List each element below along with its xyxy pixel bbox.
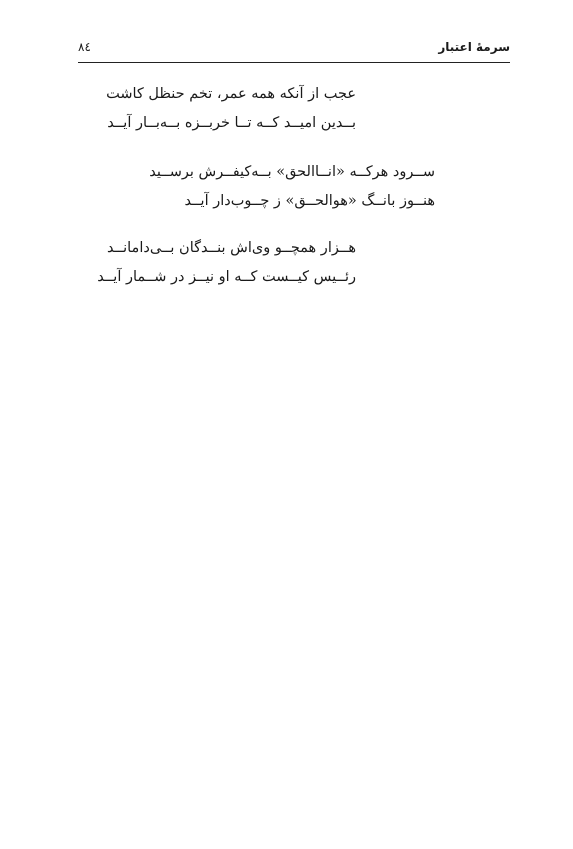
verse-line: ســرود هرکــه «انــاالحق» بــه‌کیفــرش برســید xyxy=(149,164,435,180)
poem-stanza-1 xyxy=(76,84,356,142)
verse-line: عجب از آنکه همه عمر، تخم حنظل کاشت xyxy=(106,86,356,102)
verse-line: هنــوز بانــگ «هوالحــق» ز چــوب‌دار آیــد xyxy=(184,193,435,209)
poem-stanza-2 xyxy=(135,162,435,220)
verse-line: رئــیس کیــست کــه او نیــز در شــمار آیــد xyxy=(97,269,356,285)
verse-line: بــدین امیــد کــه تــا خربــزه بــه‌بــار آیــد xyxy=(107,115,356,131)
page-header xyxy=(78,36,510,63)
verse-line: هــزار همچــو وی‌اش بنــدگان بــی‌دامانــد xyxy=(107,240,356,256)
running-title: سرمهٔ اعتبار xyxy=(438,40,510,54)
page-number: ۸٤ xyxy=(78,40,91,54)
poem-stanza-3 xyxy=(76,238,356,296)
